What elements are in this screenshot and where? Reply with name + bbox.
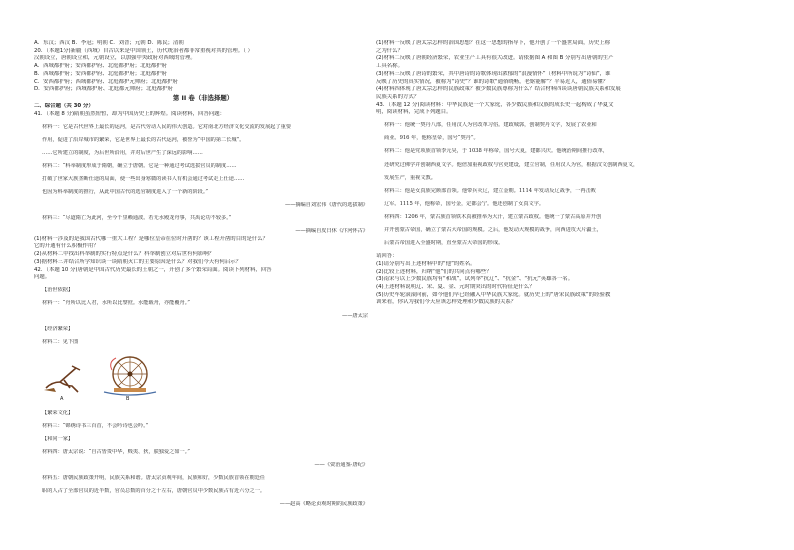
q41-material2-line3: 也因为科举制度的推行，从此中国古代的选官制度进入了一个新的阶段。”	[42, 188, 209, 195]
q42-material1: 材料一：“舟所以比人君，水所以比黎庶。水能载舟，亦能覆舟。”	[42, 300, 190, 307]
q20-option-a: A．西域都护府；安西都护府、北庭都护府；北庭都护府	[34, 63, 168, 70]
q43-question3: (3)南宋与以上少数民族均有“和战”，试列举“抗辽”、“抗金”、“抗元”英雄各一名。	[376, 276, 574, 283]
q43-material4-line3: 后蒙古帝国进入全盛时期，直至蒙古大帝国的形成。	[384, 240, 504, 247]
q41-material1-line3: ……它所建立的制度，为后世所沿用，并对后世产生了深远的影响……	[42, 149, 203, 156]
q42-material5-line2: 职的人占了全部官员的近半数，官员总数的百分之十左右，唐朝官员中少数民族占有近六分之一。	[42, 487, 266, 494]
q41-material1-line1: 材料一：它是古代世界上最长的运河，是古代劳动人民的伟大创造。它对南北方经济文化交流的发展起了重要	[42, 123, 292, 130]
q42-topic2-title: 【经济繁荣】	[42, 326, 74, 333]
left-column	[34, 40, 372, 509]
right-column	[376, 40, 714, 307]
q43-material3-line2: 辽军。1115 年，他称帝，国号金，定都会宁。他还创制了女真文字。	[384, 200, 545, 207]
q43-prompt: 请回答：	[376, 253, 398, 260]
q43-question5b: 训来看，你认为我们今天应该怎样处理和少数民族的关系？	[376, 299, 517, 306]
q43-material2-line1: 材料二：他是党项族首领李元昊，于 1038 年称帝，国号大夏，建都兴庆。他统治期间推行改革，	[384, 148, 609, 155]
q42-question1b: 之为什么？	[376, 47, 403, 54]
q43-stem-line1: 43．（本题 12 分)阅读材料：中华民族是一个大家庭，各少数民族和汉族的成长史一起构成了华夏文	[376, 101, 614, 108]
choice-options-tail: A．东汉；西汉 B．李冠；明朝 C．刘晋；元朝 D．陈民；清朝	[34, 40, 184, 46]
q41-material1-line2: 作用，促进了沿岸城市的繁荣，它是世界上最长的古代运河，被誉为“中国的第二长城”。	[42, 136, 245, 143]
q43-material1-line1: 材料一：他统一契丹八部，任用汉人为官改革习俗。建政城郭，创制契丹文字，发展了农业和	[384, 122, 597, 129]
part2-title: 第 II 卷（非选择题）	[172, 93, 234, 102]
q43-material2-line3: 发展生产，重视文教。	[384, 174, 436, 181]
q42-stem-line2: 问题。	[34, 274, 51, 281]
q42-question1a: (1)材料一反映了唐太宗怎样的治国思想？在这一思想的指导下，他开创了一个盛世局面，历史上称	[376, 40, 611, 46]
q43-question1: (1)请分别写出上述材料中的“他”的姓名。	[376, 260, 476, 267]
q41-question1b: 它的开通有什么积极作用？	[34, 243, 99, 250]
q20-option-b: B．西域都护府；安西都护府、北庭都护府；北庭都护府	[34, 70, 168, 77]
q41-stem: 41．（本题 8 分)隋朝虽然短暂，却为中国历史上的辉煌。阅读材料，回答问题：	[34, 110, 226, 117]
q41-material3-line1: 材料三：“尽道隋亡为此河，至今千里赖通波。若无水殿龙舟事，共禹论功不较多。”	[42, 214, 232, 221]
q42-question2b: 工具名称。	[376, 63, 403, 70]
waterwheel-icon	[104, 357, 156, 395]
q42-question4a: (4)材料四体现了唐太宗怎样的民族政策？被少数民族尊称为什么？结合材料四谈谈唐朝民族关系和发展	[376, 86, 621, 93]
q43-stem-line2: 明，阅读材料，完成下列题目。	[376, 109, 452, 116]
q20-option-d: D．安西都护府；西域都护府、北庭都元帅府；北庭都护府	[34, 86, 173, 93]
q41-question3: (3)据材料三并结合所学知识谈一谈隋朝灭亡的主要原因是什么？对我们今天有何启示？	[34, 258, 242, 265]
q42-material1-source: ——唐太宗	[342, 313, 368, 320]
q41-material3-source: ——摘编自皮日休《汴河怀古》	[295, 228, 368, 235]
q42-stem-line1: 42．（本题 10 分)唐朝是中国古代历史最长的王朝之一，开创了多个繁荣局面。阅读下列材料，回答	[34, 266, 272, 273]
q20-option-c: C．安西都护府；西域都护府、北庭都护元帅府；北庭都护府	[34, 78, 178, 85]
q43-material4-line2: 并开创蒙古帝国，确立了蒙古大帝国的规模。之后，他发动大规模的战争，向西进攻大片疆土，	[384, 226, 602, 233]
q42-topic3-title: 【繁荣文化】	[42, 409, 74, 416]
q42-topic4-title: 【和同一家】	[42, 435, 74, 442]
q43-question4: (4)上述材料说明辽、宋、夏、金、元时期突出的时代特征是什么？	[376, 283, 535, 290]
q41-material2-line2: 打破了世家大族垄断仕途的局面，使一些出身寒微的读书人有机会通过考试走上仕途……	[42, 175, 245, 182]
q41-material2-line1: 材料二：“科举制度形成于隋朝，确立于唐朝。它是一种通过考试选拔官员的制度……	[42, 162, 237, 169]
q43-material3-line1: 材料三：他是女真族完颜部首领。他带兵灭辽，建立金朝。1114 年发动反辽战争，一再击败	[384, 187, 596, 194]
q20-stem-line2: 汉朝设立，唐朝设立和，元朝设立，以加强中央政府对西域的管理。	[34, 55, 196, 62]
q42-question3a: (3)材料三反映了唐诗的繁荣，其中唐诗的诗歌体现出浓郁的“浪漫情怀”（材料中所说为“诗仙”，谁	[376, 70, 611, 77]
q41-material2-source: ——摘编自刘宏伟《唐代的选拔制》	[284, 202, 368, 209]
section-title: 二、综合题（共 30 分）	[34, 102, 94, 109]
q41-question2: (2)从材料二中找出科举制的实行特点是什么？科举制创立对后世有何影响？	[34, 251, 215, 258]
q42-material4-source: ——《资治通鉴·唐纪》	[314, 462, 368, 468]
q42-topic1-title: 【治世依据】	[42, 287, 74, 294]
q42-question3b: 反映了历史的真实情况，被称为“诗史”？谁的诗歌“通俗晓畅，老妪能解”？平易近人，通俗易懂？	[376, 78, 609, 85]
q42-material4: 材料四：唐太宗说：“自古皆贵中华，贱夷、狄，朕独爱之如一。”	[42, 448, 190, 455]
farm-tools-illustration	[42, 352, 162, 400]
q41-question1a: (1)材料一涉及的是我国古代哪一重大工程？是哪位皇帝在位时开凿的？该工程开凿的目的是什么？	[34, 235, 269, 242]
q42-material5-line1: 材料五：唐朝民族政策开明，民族关系和谐。唐太宗贞观年间，民族和好，少数民族首领在朝廷任	[42, 474, 266, 481]
q42-material3: 材料三：“锦绣诗书三百首，不会吟诗也会吟。”	[42, 422, 149, 429]
q20-stem-line1: 20．（本题1分)新疆（西域）自古以来是中国领土，历代统治者都非常重视对其的管理。（ ）	[34, 47, 253, 54]
q43-material1-line2: 商业。916 年，他称皇帝，国号“契丹”。	[384, 135, 479, 142]
q43-material2-line2: 还研究过佛学并创制西夏文字。他倍加重视政权与官吏建设，建立官制，任用汉人为官，根据汉文创制西夏文，	[384, 161, 639, 168]
q42-material5-source: ——赵高《略论贞观时期的民族政策》	[279, 501, 368, 508]
q43-material4-line1: 材料四：1206 年，蒙古族首领铁木真被推举为大汗，建立蒙古政权。他统一了蒙古高原并开创	[384, 213, 602, 220]
q43-question2: (2)比较上述材料，归纳“他”们的共同点有哪些？	[376, 268, 492, 275]
q42-material2: 材料二：见下图	[42, 339, 79, 346]
q42-question4b: 民族关系的方式？	[376, 93, 420, 100]
q42-figure-tools	[42, 352, 372, 404]
q43-question5a: (5)历史车轮滚滚向前，如今他们早已经融入中华民族大家庭。就历史上的“唐宋民族政策”的经验教	[376, 291, 611, 298]
plough-icon	[44, 366, 80, 392]
q42-question2a: (2)材料二反映了唐朝经济繁荣，农业生产工具有很大改进。请依据图 A 和图 B 分别写出唐朝的生产	[376, 55, 614, 62]
figure-label-b: B	[126, 396, 130, 403]
figure-label-a: A	[60, 396, 64, 403]
